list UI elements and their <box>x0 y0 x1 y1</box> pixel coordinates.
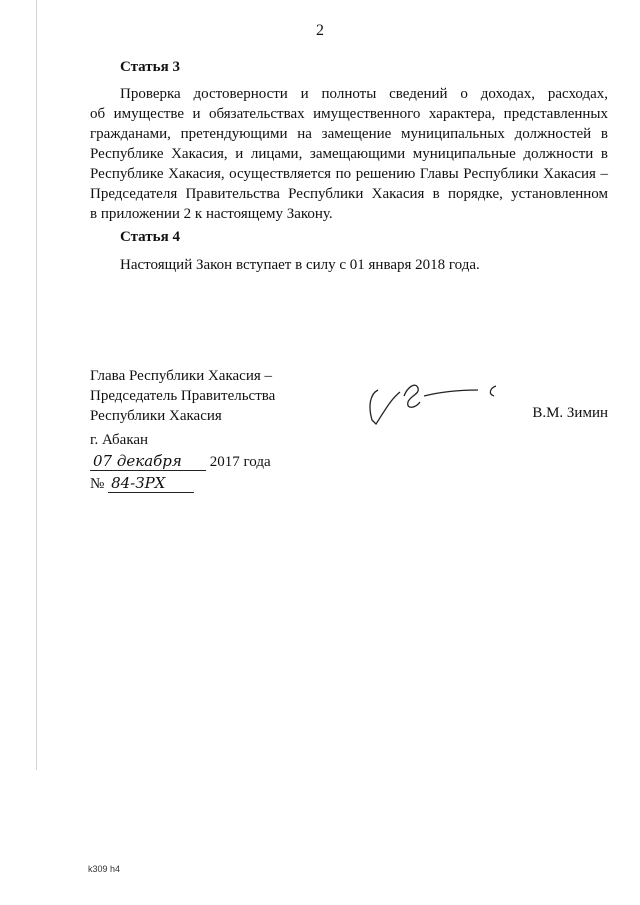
article-4-heading: Статья 4 <box>120 229 180 245</box>
date-year: 2017 года <box>209 454 271 470</box>
article-3-line: Республике Хакасия, осуществляется по решению Главы Республики Хакасия – <box>90 166 608 182</box>
signatory-title <box>90 366 275 426</box>
handwritten-number: 84-ЗРХ <box>108 474 194 493</box>
article-3-line: Республике Хакасия, и лицами, замещающими муниципальные должности в <box>90 146 608 162</box>
signatory-title-line: Председатель Правительства <box>90 388 276 404</box>
article-3-heading: Статья 3 <box>120 59 180 75</box>
article-3-line: гражданами, претендующими на замещение муниципальных должностей в <box>90 126 608 142</box>
date-row <box>90 452 271 471</box>
article-3-line: Председателя Правительства Республики Хакасия в порядке, установленном <box>90 186 608 202</box>
scan-edge-line <box>36 0 37 770</box>
handwritten-signature <box>360 372 510 432</box>
signatory-title-line: Глава Республики Хакасия – <box>90 368 273 384</box>
page-number: 2 <box>316 22 324 39</box>
article-3-line: об имуществе и обязательствах имущественного характера, представленных <box>90 106 608 122</box>
handwritten-date: 07 декабря <box>90 452 206 471</box>
number-row <box>90 474 194 493</box>
signatory-name: В.М. Зимин <box>532 405 608 421</box>
article-3-text <box>90 84 608 224</box>
article-3-line: в приложении 2 к настоящему Закону. <box>90 206 333 222</box>
footer-code: k309 h4 <box>88 864 121 874</box>
signatory-title-line: Республики Хакасия <box>90 408 222 424</box>
article-4-text: Настоящий Закон вступает в силу с 01 января 2018 года. <box>120 257 480 273</box>
city: г. Абакан <box>90 432 149 448</box>
number-sign: № <box>90 476 105 492</box>
article-3-line: Проверка достоверности и полноты сведений о доходах, расходах, <box>120 86 608 102</box>
